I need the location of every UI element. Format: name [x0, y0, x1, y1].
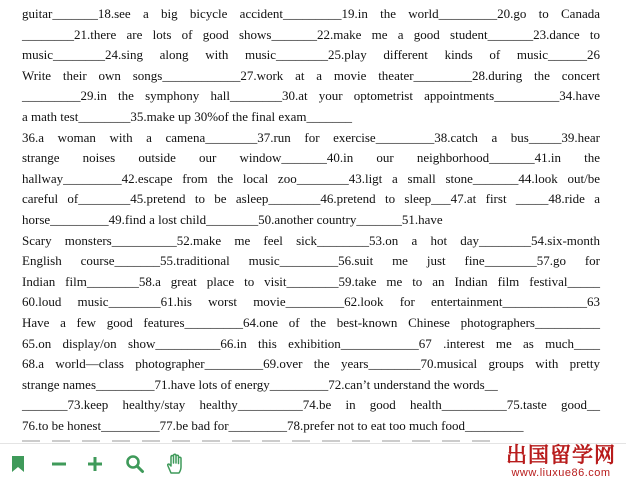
text-line-10: careful of________45.pretend to be asleep________46.pretend to sleep___47.at first _____48.ride a [22, 191, 600, 206]
text-line-16: Have a few good features_________64.one of the best-known Chinese photographers__________ [22, 315, 600, 330]
text-line-8: strange noises outside our window_______40.in our neighborhood_______41.in the [22, 150, 600, 165]
text-line-4: Write their own songs____________27.work at a movie theater_________28.during the concert [22, 68, 600, 83]
watermark-title: 出国留学网 [506, 443, 616, 467]
text-line-17: 65.on display/on show__________66.in this exhibition____________67 .interest me as much____ [22, 336, 600, 351]
text-line-6: a math test________35.make up 30%of the final exam_______ [22, 109, 352, 124]
site-watermark [506, 445, 616, 479]
text-line-14: Indian film________58.a great place to visit________59.take me to an Indian film festival_____ [22, 274, 600, 289]
text-line-11: horse_________49.find a lost child________50.another country_______51.have [22, 212, 443, 227]
watermark-url: www.liuxue86.com [511, 467, 611, 479]
text-line-21: 76.to be honest_________77.be bad for_________78.prefer not to eat too much food_________ [22, 418, 524, 433]
text-line-18: 68.a world—class photographer_________69.over the years________70.musical groups with pretty [22, 356, 600, 371]
cut-off-line [22, 436, 492, 443]
text-line-12: Scary monsters__________52.make me feel sick________53.on a hot day________54.six-month [22, 233, 600, 248]
text-line-19: strange names_________71.have lots of energy_________72.can’t understand the words__ [22, 377, 498, 392]
text-line-20: _______73.keep healthy/stay healthy__________74.be in good health__________75.taste good__ [22, 397, 600, 412]
text-line-2: ________21.there are lots of good shows_______22.make me a good student_______23.dance to [22, 27, 600, 42]
text-line-3: music________24.sing along with music________25.play different kinds of music______26 [22, 47, 600, 62]
text-line-15: 60.loud music________61.his worst movie_________62.look for entertainment_____________63 [22, 294, 600, 309]
zoom-out-icon[interactable] [48, 453, 70, 475]
bookmark-icon[interactable] [7, 453, 29, 475]
text-line-1: guitar_______18.see a big bicycle accident_________19.in the world_________20.go to Canada [22, 6, 600, 21]
text-line-9: hallway_________42.escape from the local zoo________43.ligt a small stone_______44.look out/be [22, 171, 600, 186]
text-line-7: 36.a woman with a camena________37.run for exercise_________38.catch a bus_____39.hear [22, 130, 600, 145]
zoom-in-icon[interactable] [84, 453, 106, 475]
hand-pan-icon[interactable] [164, 453, 186, 475]
text-line-13: English course_______55.traditional music_________56.suit me just fine________57.go for [22, 253, 600, 268]
text-line-5: _________29.in the symphony hall________30.at your optometrist appointments__________34.have [22, 88, 600, 103]
search-icon[interactable] [124, 453, 146, 475]
